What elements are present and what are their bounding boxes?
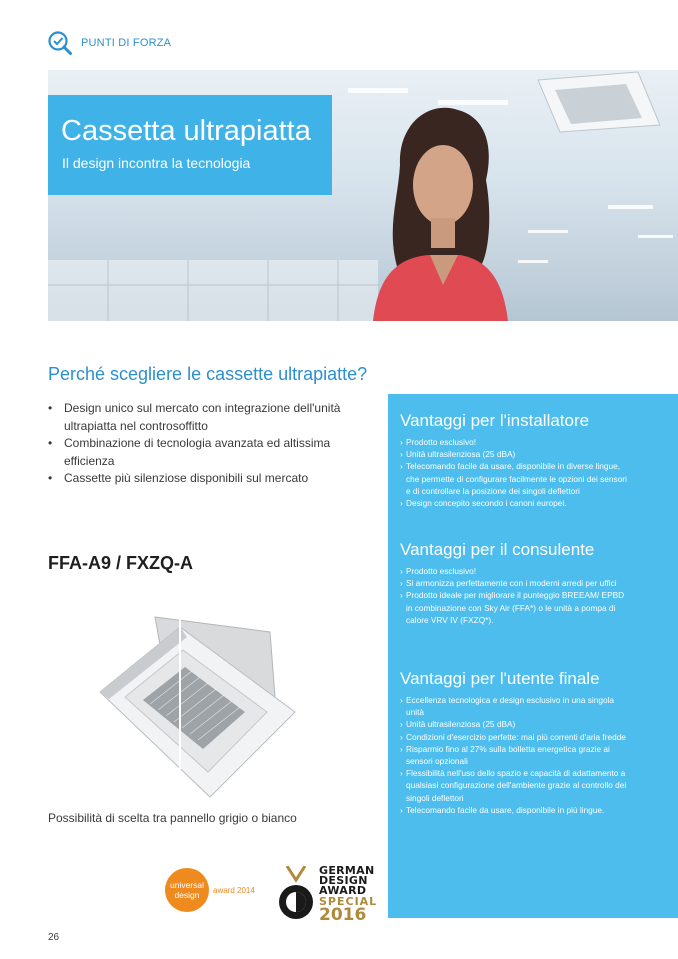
list-item: › Design concepito secondo i canoni europei. — [400, 497, 630, 509]
german-design-award — [277, 866, 377, 923]
list-item: • Cassette più silenziose disponibili sul mercato — [48, 470, 368, 488]
list-item: • Combinazione di tecnologia avanzata ed altissima efficienza — [48, 435, 368, 470]
universal-design-award — [165, 868, 255, 912]
cassette-product-image — [95, 612, 305, 802]
list-item: › Prodotto esclusivo! — [400, 436, 630, 448]
hero-subtitle: Il design incontra la tecnologia — [62, 155, 251, 171]
product-caption: Possibilità di scelta tra pannello grigio o bianco — [48, 811, 297, 825]
magnifier-check-icon — [47, 30, 73, 56]
section-label: PUNTI DI FORZA — [81, 37, 172, 49]
panel-heading: Vantaggi per il consulente — [400, 540, 595, 559]
award-line: DESIGN — [319, 874, 368, 887]
panel-heading: Vantaggi per l'installatore — [400, 411, 590, 430]
ceiling-cassette-icon — [538, 72, 660, 132]
list-item: • Design unico sul mercato con integrazione dell'unità ultrapiatta nel controsoffitto — [48, 400, 368, 435]
list-item: › Condizioni d'esercizio perfette: mai più correnti d'aria fredde — [400, 731, 630, 743]
why-title: Perché scegliere le cassette ultrapiatte? — [48, 364, 368, 384]
hero-title: Cassetta ultrapiatta — [61, 115, 311, 147]
hero-title-box — [48, 95, 332, 195]
list-item: › Prodotto esclusivo! — [400, 565, 630, 577]
page-number: 26 — [48, 932, 60, 943]
list-item: › Unità ultrasilenziosa (25 dBA) — [400, 718, 630, 730]
list-item: › Si armonizza perfettamente con i moderni arredi per uffici — [400, 577, 630, 589]
list-item: › Telecomando facile da usare, disponibile in diverse lingue, che permette di configurare facilmente le opzioni dei sensori e di controllare la posizione dei singoli deflettori — [400, 460, 630, 497]
benefits-panel — [388, 394, 678, 918]
badge-line: design — [174, 890, 200, 900]
woman-portrait — [373, 108, 508, 321]
benefits-installer — [400, 410, 630, 509]
award-year: 2016 — [319, 905, 367, 925]
benefit-list — [400, 565, 630, 626]
benefit-list — [400, 436, 630, 509]
benefits-consultant — [400, 539, 630, 626]
list-item: › Risparmio fino al 27% sulla bolletta energetica grazie ai sensori opzionali — [400, 743, 630, 767]
list-item: › Flessibilità nell'uso dello spazio e capacità di adattamento a qualsiasi configurazione dell'ambiente grazie al controllo dei singoli deflettori — [400, 767, 630, 804]
list-item: › Telecomando facile da usare, disponibile in più lingue. — [400, 804, 630, 816]
award-special: SPECIAL — [319, 895, 378, 908]
model-name: FFA-A9 / FXZQ-A — [48, 553, 193, 573]
panel-heading: Vantaggi per l'utente finale — [400, 669, 600, 688]
award-medal-icon — [277, 866, 315, 922]
list-item: › Unità ultrasilenziosa (25 dBA) — [400, 448, 630, 460]
benefit-list — [400, 694, 630, 816]
award-line: AWARD — [319, 884, 367, 897]
award-line: GERMAN — [319, 864, 375, 877]
award-year-text: award 2014 — [213, 885, 255, 895]
badge-line: universal — [169, 880, 205, 890]
universal-design-badge — [165, 868, 209, 912]
section-header — [47, 30, 171, 56]
list-item: › Prodotto ideale per migliorare il punteggio BREEAM/ EPBD in combinazione con Sky Air (FFA*) o le unità a pompa di calore VRV IV (FXZQ*). — [400, 589, 630, 626]
benefits-end-user — [400, 668, 630, 816]
list-item: › Eccellenza tecnologica e design esclusivo in una singola unità — [400, 694, 630, 718]
why-list — [48, 400, 368, 488]
